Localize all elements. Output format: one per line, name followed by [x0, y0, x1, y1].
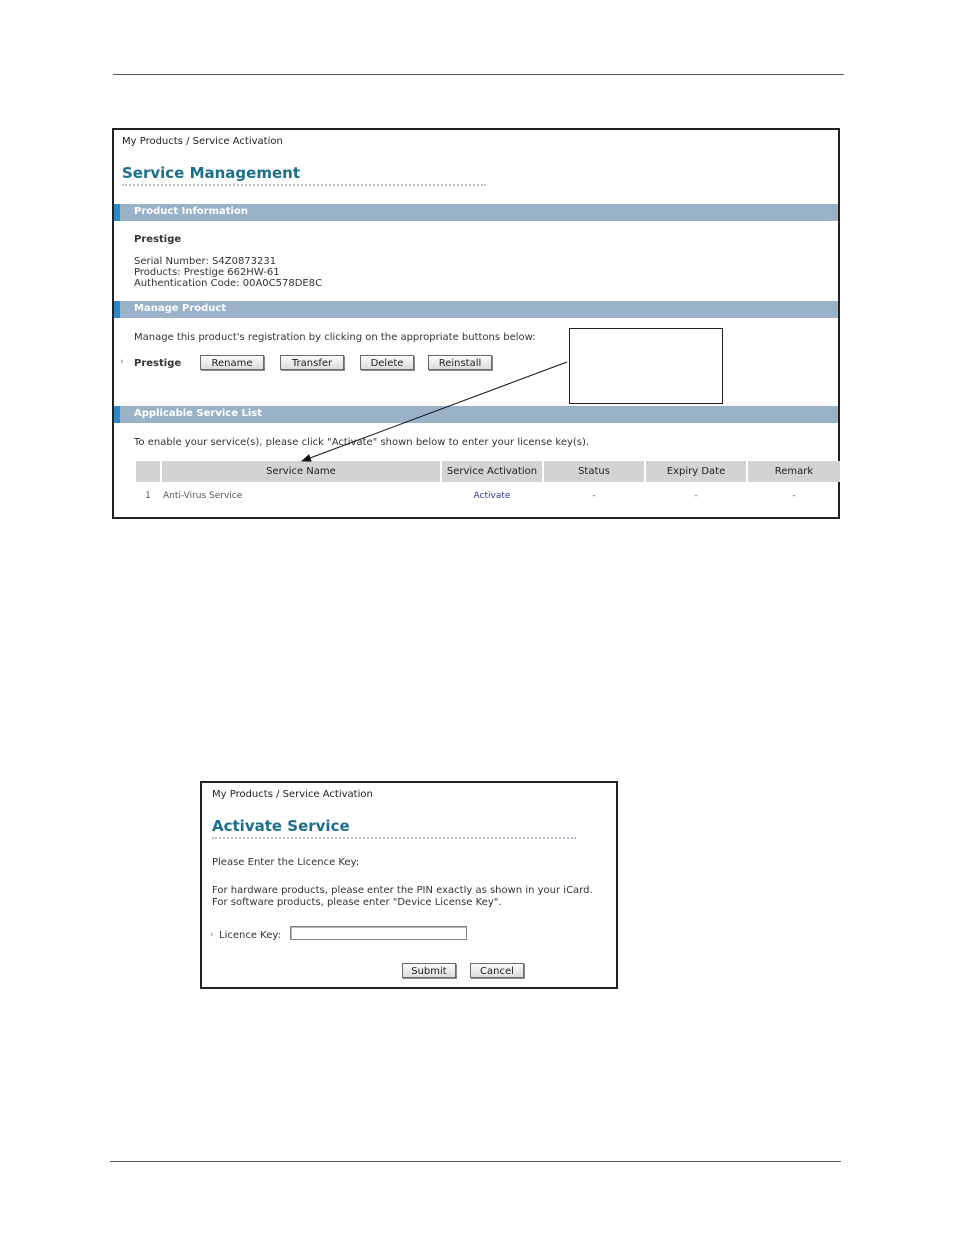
breadcrumb[interactable]: My Products / Service Activation — [212, 789, 373, 800]
service-management-screenshot — [112, 128, 840, 519]
rename-button[interactable]: Rename — [200, 355, 264, 370]
products-model: Products: Prestige 662HW-61 — [134, 267, 280, 278]
software-hint: For software products, please enter "Device License Key". — [212, 897, 502, 908]
activate-link[interactable]: Activate — [473, 491, 511, 501]
product-name: Prestige — [134, 234, 182, 245]
bottom-rule — [110, 1161, 841, 1162]
table-header-service-activation[interactable]: Service Activation — [442, 461, 542, 482]
row-remark: - — [792, 491, 796, 501]
table-header-service-name[interactable]: Service Name — [162, 461, 440, 482]
manage-product-label: Prestige — [134, 358, 182, 369]
serial-number: Serial Number: S4Z0873231 — [134, 256, 277, 267]
bullet-arrow-icon: › — [120, 357, 124, 367]
cancel-button[interactable]: Cancel — [470, 963, 524, 978]
breadcrumb[interactable]: My Products / Service Activation — [122, 136, 283, 147]
row-index: 1 — [145, 491, 151, 501]
activate-service-screenshot — [200, 781, 618, 989]
manage-instruction: Manage this product's registration by clicking on the appropriate buttons below: — [134, 332, 536, 343]
bullet-arrow-icon: › — [210, 930, 214, 940]
section-title: Product Information — [134, 206, 248, 217]
section-title: Manage Product — [134, 303, 227, 314]
transfer-button[interactable]: Transfer — [280, 355, 344, 370]
table-header-remark[interactable]: Remark — [748, 461, 840, 482]
section-title: Applicable Service List — [134, 408, 263, 419]
page-title: Service Management — [122, 164, 300, 182]
submit-button[interactable]: Submit — [402, 963, 456, 978]
delete-button[interactable]: Delete — [360, 355, 414, 370]
licence-key-label: Licence Key: — [219, 930, 281, 941]
row-status: - — [592, 491, 596, 501]
page-title: Activate Service — [212, 817, 350, 835]
service-instruction: To enable your service(s), please click "Activate" shown below to enter your license key(s). — [134, 437, 590, 448]
top-rule — [113, 74, 844, 75]
title-divider — [212, 837, 576, 839]
row-expiry-date: - — [694, 491, 698, 501]
row-service-name: Anti-Virus Service — [163, 491, 243, 501]
reinstall-button[interactable]: Reinstall — [428, 355, 492, 370]
licence-key-input[interactable] — [290, 926, 467, 940]
hardware-hint: For hardware products, please enter the PIN exactly as shown in your iCard. — [212, 885, 593, 896]
licence-key-prompt: Please Enter the Licence Key: — [212, 857, 360, 868]
authentication-code: Authentication Code: 00A0C578DE8C — [134, 278, 323, 289]
table-header-status[interactable]: Status — [544, 461, 644, 482]
table-header-expiry-date[interactable]: Expiry Date — [646, 461, 746, 482]
callout-arrow — [114, 130, 838, 517]
